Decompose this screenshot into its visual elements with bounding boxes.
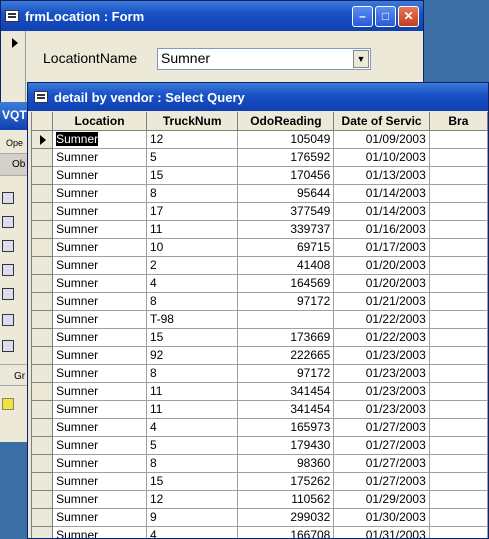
row-selector[interactable] — [32, 292, 53, 310]
cell-odoreading-text: 341454 — [290, 402, 331, 416]
cell-location-text: Sumner — [56, 330, 99, 344]
cell-date-of-service-text: 01/20/2003 — [365, 276, 426, 290]
cell-odoreading-text: 173669 — [290, 330, 331, 344]
cell-trucknum-text: 4 — [149, 420, 157, 434]
database-open-button[interactable]: Ope — [0, 130, 29, 154]
table-row[interactable] — [32, 274, 488, 292]
table-row[interactable] — [32, 382, 488, 400]
table-row[interactable] — [32, 490, 488, 508]
cell-location-text: Sumner — [56, 294, 99, 308]
database-window-title[interactable]: VQT — [0, 102, 29, 130]
cell-location[interactable] — [53, 382, 147, 400]
cell-date-of-service[interactable] — [334, 220, 429, 238]
cell-location[interactable] — [53, 310, 147, 328]
cell-date-of-service-text: 01/13/2003 — [365, 168, 426, 182]
cell-date-of-service-text: 01/23/2003 — [365, 348, 426, 362]
pages-icon[interactable] — [2, 288, 14, 300]
row-selector[interactable] — [32, 310, 53, 328]
form-title: frmLocation : Form — [25, 8, 145, 24]
cell-brand[interactable] — [429, 292, 487, 310]
cell-odoreading-text: 222665 — [290, 348, 331, 362]
cell-location-text: Sumner — [56, 348, 99, 362]
cell-trucknum-text: 15 — [149, 168, 164, 182]
cell-brand[interactable] — [429, 490, 487, 508]
cell-trucknum[interactable] — [146, 256, 237, 274]
current-record-icon — [40, 135, 46, 145]
queries-icon[interactable] — [2, 216, 14, 228]
datasheet-grid — [31, 112, 488, 538]
cell-date-of-service-text: 01/10/2003 — [365, 150, 426, 164]
cell-odoreading[interactable] — [238, 202, 334, 220]
cell-trucknum-text: 92 — [149, 348, 164, 362]
cell-brand[interactable] — [429, 238, 487, 256]
cell-date-of-service[interactable] — [334, 130, 429, 148]
cell-brand[interactable] — [429, 220, 487, 238]
cell-date-of-service[interactable] — [334, 454, 429, 472]
cell-trucknum[interactable] — [146, 526, 237, 538]
table-row[interactable] — [32, 526, 488, 538]
cell-odoreading-text: 98360 — [296, 456, 331, 470]
row-selector[interactable] — [32, 256, 53, 274]
cell-brand[interactable] — [429, 202, 487, 220]
cell-odoreading-text: 339737 — [290, 222, 331, 236]
cell-trucknum-text: 5 — [149, 150, 157, 164]
cell-brand[interactable] — [429, 166, 487, 184]
cell-date-of-service-text: 01/27/2003 — [365, 438, 426, 452]
cell-trucknum[interactable] — [146, 148, 237, 166]
row-selector[interactable] — [32, 220, 53, 238]
cell-odoreading[interactable] — [238, 220, 334, 238]
cell-odoreading[interactable] — [238, 256, 334, 274]
row-selector[interactable] — [32, 526, 53, 538]
cell-trucknum-text: 11 — [149, 384, 163, 398]
cell-location-text: Sumner — [56, 222, 99, 236]
table-row[interactable] — [32, 454, 488, 472]
cell-odoreading-text: 165973 — [290, 420, 331, 434]
cell-trucknum[interactable] — [146, 364, 237, 382]
datasheet-table — [31, 112, 488, 538]
cell-location-text: Sumner — [56, 492, 99, 506]
macros-icon[interactable] — [2, 314, 14, 326]
cell-date-of-service-text: 01/21/2003 — [365, 294, 426, 308]
cell-location[interactable] — [53, 418, 147, 436]
cell-location-text: Sumner — [56, 510, 99, 524]
cell-date-of-service-text: 01/27/2003 — [365, 456, 426, 470]
cell-trucknum[interactable] — [146, 436, 237, 454]
cell-date-of-service[interactable] — [334, 346, 429, 364]
tables-icon[interactable] — [2, 192, 14, 204]
current-record-icon — [12, 38, 18, 48]
cell-odoreading-text: 164569 — [290, 276, 331, 290]
cell-location[interactable] — [53, 526, 147, 538]
cell-brand[interactable] — [429, 400, 487, 418]
database-window — [0, 102, 30, 442]
cell-date-of-service-text: 01/16/2003 — [365, 222, 426, 236]
cell-location-text: Sumner — [56, 366, 99, 380]
form-record-selector[interactable] — [4, 31, 26, 109]
cell-date-of-service-text: 01/14/2003 — [365, 186, 426, 200]
maximize-icon[interactable]: □ — [375, 6, 396, 27]
row-selector[interactable] — [32, 346, 53, 364]
cell-trucknum[interactable] — [146, 508, 237, 526]
modules-icon[interactable] — [2, 340, 14, 352]
table-row[interactable] — [32, 256, 488, 274]
cell-location[interactable] — [53, 274, 147, 292]
cell-odoreading[interactable] — [238, 454, 334, 472]
cell-date-of-service[interactable] — [334, 292, 429, 310]
table-row[interactable] — [32, 364, 488, 382]
cell-brand[interactable] — [429, 130, 487, 148]
cell-trucknum[interactable] — [146, 328, 237, 346]
cell-date-of-service[interactable] — [334, 490, 429, 508]
select-all-corner[interactable] — [32, 112, 53, 130]
cell-trucknum[interactable] — [146, 130, 237, 148]
cell-brand[interactable] — [429, 328, 487, 346]
cell-trucknum[interactable] — [146, 310, 237, 328]
row-selector[interactable] — [32, 472, 53, 490]
cell-date-of-service[interactable] — [334, 382, 429, 400]
cell-trucknum[interactable] — [146, 184, 237, 202]
column-header-odoreading[interactable]: OdoReading — [238, 112, 334, 130]
row-selector[interactable] — [32, 454, 53, 472]
location-name-label: LocationtName — [43, 50, 138, 66]
cell-odoreading[interactable] — [238, 508, 334, 526]
cell-location[interactable] — [53, 184, 147, 202]
column-header-brand[interactable]: Bra — [429, 112, 487, 130]
table-row[interactable] — [32, 400, 488, 418]
table-row[interactable] — [32, 508, 488, 526]
cell-date-of-service-text: 01/31/2003 — [365, 528, 426, 538]
cell-location-text: Sumner — [56, 384, 99, 398]
cell-trucknum[interactable] — [146, 472, 237, 490]
cell-date-of-service-text: 01/27/2003 — [365, 474, 426, 488]
cell-trucknum[interactable] — [146, 238, 237, 256]
cell-trucknum[interactable] — [146, 292, 237, 310]
cell-location-text: Sumner — [56, 402, 99, 416]
chevron-down-icon[interactable]: ▼ — [353, 50, 369, 68]
cell-odoreading-text: 341454 — [290, 384, 331, 398]
cell-odoreading-text: 176592 — [290, 150, 331, 164]
cell-trucknum[interactable] — [146, 490, 237, 508]
cell-trucknum-text: 12 — [149, 492, 164, 506]
cell-brand[interactable] — [429, 346, 487, 364]
table-row[interactable] — [32, 418, 488, 436]
cell-date-of-service-text: 01/23/2003 — [365, 402, 426, 416]
cell-brand[interactable] — [429, 418, 487, 436]
cell-location[interactable] — [53, 472, 147, 490]
cell-trucknum[interactable] — [146, 382, 237, 400]
query-icon — [34, 91, 48, 103]
row-selector[interactable] — [32, 184, 53, 202]
cell-odoreading[interactable] — [238, 148, 334, 166]
cell-odoreading-text: 95644 — [296, 186, 331, 200]
cell-location[interactable] — [53, 166, 147, 184]
cell-date-of-service-text: 01/23/2003 — [365, 384, 426, 398]
cell-date-of-service-text: 01/22/2003 — [365, 312, 426, 326]
cell-odoreading[interactable] — [238, 418, 334, 436]
table-row[interactable] — [32, 472, 488, 490]
cell-odoreading-text: 377549 — [290, 204, 331, 218]
table-row[interactable] — [32, 166, 488, 184]
cell-odoreading-text: 97172 — [296, 366, 331, 380]
cell-date-of-service[interactable] — [334, 148, 429, 166]
cell-location-text: Sumner — [56, 312, 99, 326]
table-row[interactable] — [32, 346, 488, 364]
cell-brand[interactable] — [429, 310, 487, 328]
cell-location[interactable] — [53, 346, 147, 364]
table-row[interactable] — [32, 436, 488, 454]
cell-date-of-service[interactable] — [334, 310, 429, 328]
cell-date-of-service[interactable] — [334, 274, 429, 292]
table-row[interactable] — [32, 148, 488, 166]
cell-date-of-service-text: 01/14/2003 — [365, 204, 426, 218]
cell-location[interactable] — [53, 328, 147, 346]
cell-trucknum-text: 8 — [149, 366, 157, 380]
table-row[interactable] — [32, 238, 488, 256]
cell-odoreading-text: 170456 — [290, 168, 331, 182]
cell-trucknum[interactable] — [146, 166, 237, 184]
table-row[interactable] — [32, 184, 488, 202]
cell-date-of-service-text: 01/23/2003 — [365, 366, 426, 380]
favorites-icon[interactable] — [2, 398, 14, 410]
cell-trucknum-text: 2 — [149, 258, 157, 272]
cell-odoreading[interactable] — [238, 526, 334, 538]
objects-tab[interactable]: Ob — [0, 154, 29, 176]
query-titlebar[interactable] — [28, 83, 488, 111]
cell-location[interactable] — [53, 490, 147, 508]
row-selector[interactable] — [32, 130, 53, 148]
cell-brand[interactable] — [429, 274, 487, 292]
table-row[interactable] — [32, 220, 488, 238]
cell-brand[interactable] — [429, 472, 487, 490]
cell-location-text: Sumner — [56, 186, 99, 200]
cell-trucknum-text: 10 — [149, 240, 164, 254]
reports-icon[interactable] — [2, 264, 14, 276]
cell-odoreading-text: 97172 — [296, 294, 331, 308]
row-selector[interactable] — [32, 400, 53, 418]
row-selector[interactable] — [32, 166, 53, 184]
cell-brand[interactable] — [429, 382, 487, 400]
cell-date-of-service[interactable] — [334, 418, 429, 436]
cell-location[interactable] — [53, 202, 147, 220]
row-selector[interactable] — [32, 436, 53, 454]
cell-trucknum-text: 15 — [149, 474, 164, 488]
cell-location[interactable] — [53, 130, 147, 148]
cell-date-of-service-text: 01/09/2003 — [365, 132, 426, 146]
cell-date-of-service-text: 01/30/2003 — [365, 510, 426, 524]
cell-location[interactable] — [53, 292, 147, 310]
cell-location-text: Sumner — [56, 150, 99, 164]
cell-brand[interactable] — [429, 454, 487, 472]
cell-location-text: Sumner — [56, 168, 99, 182]
row-selector[interactable] — [32, 382, 53, 400]
cell-brand[interactable] — [429, 526, 487, 538]
cell-location[interactable] — [53, 220, 147, 238]
cell-odoreading-text: 179430 — [290, 438, 331, 452]
cell-odoreading[interactable] — [238, 382, 334, 400]
cell-odoreading[interactable] — [238, 130, 334, 148]
close-icon[interactable]: ✕ — [398, 6, 419, 27]
cell-odoreading[interactable] — [238, 346, 334, 364]
cell-trucknum-text: 11 — [149, 402, 163, 416]
cell-odoreading-text: 69715 — [296, 240, 331, 254]
cell-date-of-service[interactable] — [334, 400, 429, 418]
cell-brand[interactable] — [429, 184, 487, 202]
cell-odoreading[interactable] — [238, 310, 334, 328]
row-selector[interactable] — [32, 418, 53, 436]
cell-odoreading-text: 175262 — [290, 474, 331, 488]
table-row[interactable] — [32, 328, 488, 346]
cell-odoreading-text: 166708 — [290, 528, 331, 538]
cell-odoreading[interactable] — [238, 274, 334, 292]
location-name-combo[interactable] — [157, 48, 371, 70]
cell-date-of-service-text: 01/22/2003 — [365, 330, 426, 344]
cell-trucknum[interactable] — [146, 418, 237, 436]
cell-date-of-service[interactable] — [334, 436, 429, 454]
cell-trucknum-text: 8 — [149, 294, 157, 308]
cell-trucknum-text: 17 — [149, 204, 164, 218]
cell-location[interactable] — [53, 508, 147, 526]
cell-odoreading-text: 105049 — [290, 132, 331, 146]
cell-date-of-service[interactable] — [334, 364, 429, 382]
cell-trucknum-text: 12 — [149, 132, 164, 146]
forms-icon[interactable] — [2, 240, 14, 252]
cell-odoreading-text: 41408 — [296, 258, 331, 272]
cell-trucknum[interactable] — [146, 202, 237, 220]
cell-trucknum-text: 8 — [149, 456, 157, 470]
cell-location[interactable] — [53, 364, 147, 382]
cell-trucknum[interactable] — [146, 400, 237, 418]
cell-date-of-service-text: 01/20/2003 — [365, 258, 426, 272]
column-header-location[interactable]: Location — [53, 112, 147, 130]
cell-date-of-service[interactable] — [334, 238, 429, 256]
cell-odoreading[interactable] — [238, 472, 334, 490]
cell-location-text: Sumner — [56, 276, 99, 290]
cell-odoreading-text: 110562 — [291, 492, 331, 506]
form-icon — [5, 10, 19, 22]
cell-location-text: Sumner — [56, 420, 99, 434]
cell-odoreading[interactable] — [238, 238, 334, 256]
row-selector[interactable] — [32, 274, 53, 292]
cell-trucknum-text: 5 — [149, 438, 157, 452]
cell-brand[interactable] — [429, 364, 487, 382]
cell-location-text: Sumner — [56, 438, 99, 452]
cell-date-of-service[interactable] — [334, 202, 429, 220]
column-header-trucknum[interactable]: TruckNum — [146, 112, 237, 130]
cell-odoreading[interactable] — [238, 328, 334, 346]
cell-odoreading-text: 299032 — [290, 510, 331, 524]
cell-location-text: Sumner — [56, 258, 99, 272]
cell-odoreading[interactable] — [238, 490, 334, 508]
cell-location[interactable] — [53, 256, 147, 274]
location-name-value: Sumner — [161, 50, 211, 66]
groups-tab[interactable]: Gr — [0, 364, 30, 386]
cell-location-text: Sumner — [56, 474, 99, 488]
cell-date-of-service-text: 01/29/2003 — [365, 492, 426, 506]
cell-date-of-service-text: 01/17/2003 — [365, 240, 426, 254]
cell-odoreading[interactable] — [238, 166, 334, 184]
row-selector[interactable] — [32, 328, 53, 346]
cell-trucknum-text: 4 — [149, 528, 157, 538]
table-row[interactable] — [32, 130, 488, 148]
cell-brand[interactable] — [429, 508, 487, 526]
cell-date-of-service[interactable] — [334, 166, 429, 184]
cell-odoreading[interactable] — [238, 364, 334, 382]
cell-location-text: Sumner — [56, 204, 99, 218]
table-row[interactable] — [32, 202, 488, 220]
cell-location[interactable] — [53, 238, 147, 256]
cell-location-text: Sumner — [56, 456, 99, 470]
cell-location[interactable] — [53, 436, 147, 454]
row-selector[interactable] — [32, 490, 53, 508]
row-selector[interactable] — [32, 238, 53, 256]
cell-trucknum[interactable] — [146, 454, 237, 472]
cell-date-of-service[interactable] — [334, 472, 429, 490]
cell-location-text: Sumner — [56, 240, 99, 254]
row-selector[interactable] — [32, 148, 53, 166]
cell-location[interactable] — [53, 454, 147, 472]
cell-trucknum-text: 8 — [149, 186, 157, 200]
header-row — [32, 112, 488, 130]
cell-brand[interactable] — [429, 148, 487, 166]
cell-odoreading[interactable] — [238, 292, 334, 310]
cell-odoreading[interactable] — [238, 436, 334, 454]
cell-location[interactable] — [53, 148, 147, 166]
form-titlebar[interactable] — [1, 1, 423, 31]
cell-date-of-service[interactable] — [334, 508, 429, 526]
cell-trucknum-text: T-98 — [149, 312, 174, 326]
cell-date-of-service[interactable] — [334, 256, 429, 274]
query-window — [27, 82, 489, 539]
query-title: detail by vendor : Select Query — [54, 89, 245, 105]
table-row[interactable] — [32, 310, 488, 328]
cell-trucknum[interactable] — [146, 220, 237, 238]
cell-odoreading[interactable] — [238, 400, 334, 418]
cell-trucknum-text: 15 — [149, 330, 164, 344]
cell-brand[interactable] — [429, 256, 487, 274]
cell-trucknum[interactable] — [146, 274, 237, 292]
column-header-date-of-service[interactable]: Date of Servic — [334, 112, 429, 130]
cell-location-text: Sumner — [56, 528, 99, 538]
cell-date-of-service[interactable] — [334, 184, 429, 202]
cell-date-of-service[interactable] — [334, 526, 429, 538]
cell-trucknum-text: 11 — [149, 222, 163, 236]
cell-trucknum[interactable] — [146, 346, 237, 364]
row-selector[interactable] — [32, 202, 53, 220]
datasheet-body — [32, 130, 488, 538]
cell-date-of-service-text: 01/27/2003 — [365, 420, 426, 434]
row-selector[interactable] — [32, 364, 53, 382]
cell-brand[interactable] — [429, 436, 487, 454]
cell-location[interactable] — [53, 400, 147, 418]
cell-trucknum-text: 4 — [149, 276, 157, 290]
row-selector[interactable] — [32, 508, 53, 526]
table-row[interactable] — [32, 292, 488, 310]
cell-odoreading[interactable] — [238, 184, 334, 202]
cell-location-text: Sumner — [56, 132, 99, 146]
cell-date-of-service[interactable] — [334, 328, 429, 346]
cell-trucknum-text: 9 — [149, 510, 157, 524]
minimize-icon[interactable]: – — [352, 6, 373, 27]
